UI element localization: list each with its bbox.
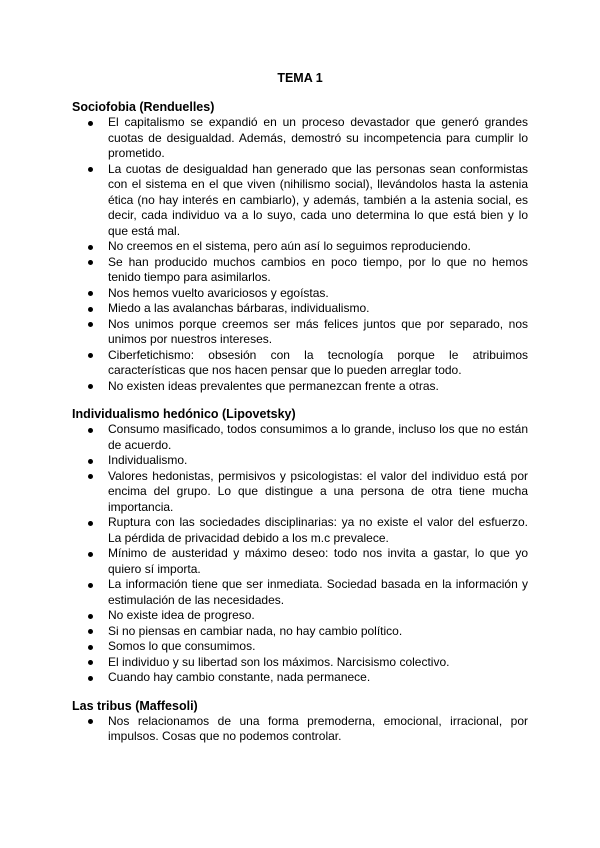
bullet-item: Si no piensas en cambiar nada, no hay cambio político. [108, 624, 528, 640]
bullet-item: Nos relacionamos de una forma premoderna, emocional, irracional, por impulsos. Cosas que no podemos controlar. [108, 713, 528, 743]
section-individualismo-hedonico [72, 406, 528, 686]
bullet-item: Miedo a las avalanchas bárbaras, individualismo. [108, 301, 528, 317]
bullet-item: Individualismo. [108, 453, 528, 469]
section-sociofobia [72, 99, 528, 394]
bullet-item: Consumo masificado, todos consumimos a lo grande, incluso los que no están de acuerdo. [108, 422, 528, 452]
bullet-item: Valores hedonistas, permisivos y psicologistas: el valor del individuo está por encima del grupo. Lo que distingue a una persona de otra tiene mucha importancia. [108, 468, 528, 514]
bullet-list [72, 714, 528, 745]
bullet-item: Somos lo que consumimos. [108, 639, 528, 655]
bullet-item: No creemos en el sistema, pero aún así lo seguimos reproduciendo. [108, 239, 528, 255]
document-title: TEMA 1 [277, 71, 323, 85]
bullet-list [72, 115, 528, 394]
bullet-item: La información tiene que ser inmediata. Sociedad basada en la información y estimulación de las necesidades. [108, 577, 528, 607]
bullet-item: No existe idea de progreso. [108, 608, 528, 624]
bullet-item: Se han producido muchos cambios en poco tiempo, por lo que no hemos tenido tiempo para asimilarlos. [108, 254, 528, 284]
section-heading: Individualismo hedónico (Lipovetsky) [72, 407, 296, 421]
bullet-item: Nos unimos porque creemos ser más felices juntos que por separado, nos unimos por nuestros intereses. [108, 316, 528, 346]
bullet-item: El capitalismo se expandió en un proceso devastador que generó grandes cuotas de desigualdad. Además, demostró su incompetencia para cumplir lo prometido. [108, 115, 528, 160]
document-page [72, 70, 528, 745]
bullet-item: Ciberfetichismo: obsesión con la tecnología porque le atribuimos características que nos hacen pensar que lo pueden arreglar todo. [108, 347, 528, 377]
bullet-item: El individuo y su libertad son los máximos. Narcisismo colectivo. [108, 655, 528, 671]
section-heading: Las tribus (Maffesoli) [72, 698, 198, 713]
bullet-item: La cuotas de desigualdad han generado que las personas sean conformistas con el sistema en el que viven (nihilismo social), llevándolos hasta la astenia ética (no hay interés en cambiarlo), y además, también a la astenia social, es decir, cada individuo va a lo suyo, cada uno determina lo que está bien y lo que está mal. [108, 161, 528, 238]
section-las-tribus [72, 698, 528, 745]
bullet-item: Ruptura con las sociedades disciplinarias: ya no existe el valor del esfuerzo. La pérdida de privacidad debido a los m.c prevalece. [108, 515, 528, 545]
bullet-item: No existen ideas prevalentes que permanezcan frente a otras. [108, 379, 528, 395]
bullet-item: Mínimo de austeridad y máximo deseo: todo nos invita a gastar, lo que yo quiero sí importa. [108, 546, 528, 576]
section-heading: Sociofobia (Renduelles) [72, 100, 215, 114]
bullet-list [72, 422, 528, 686]
bullet-item: Nos hemos vuelto avariciosos y egoístas. [108, 286, 528, 302]
bullet-item: Cuando hay cambio constante, nada permanece. [108, 670, 528, 686]
